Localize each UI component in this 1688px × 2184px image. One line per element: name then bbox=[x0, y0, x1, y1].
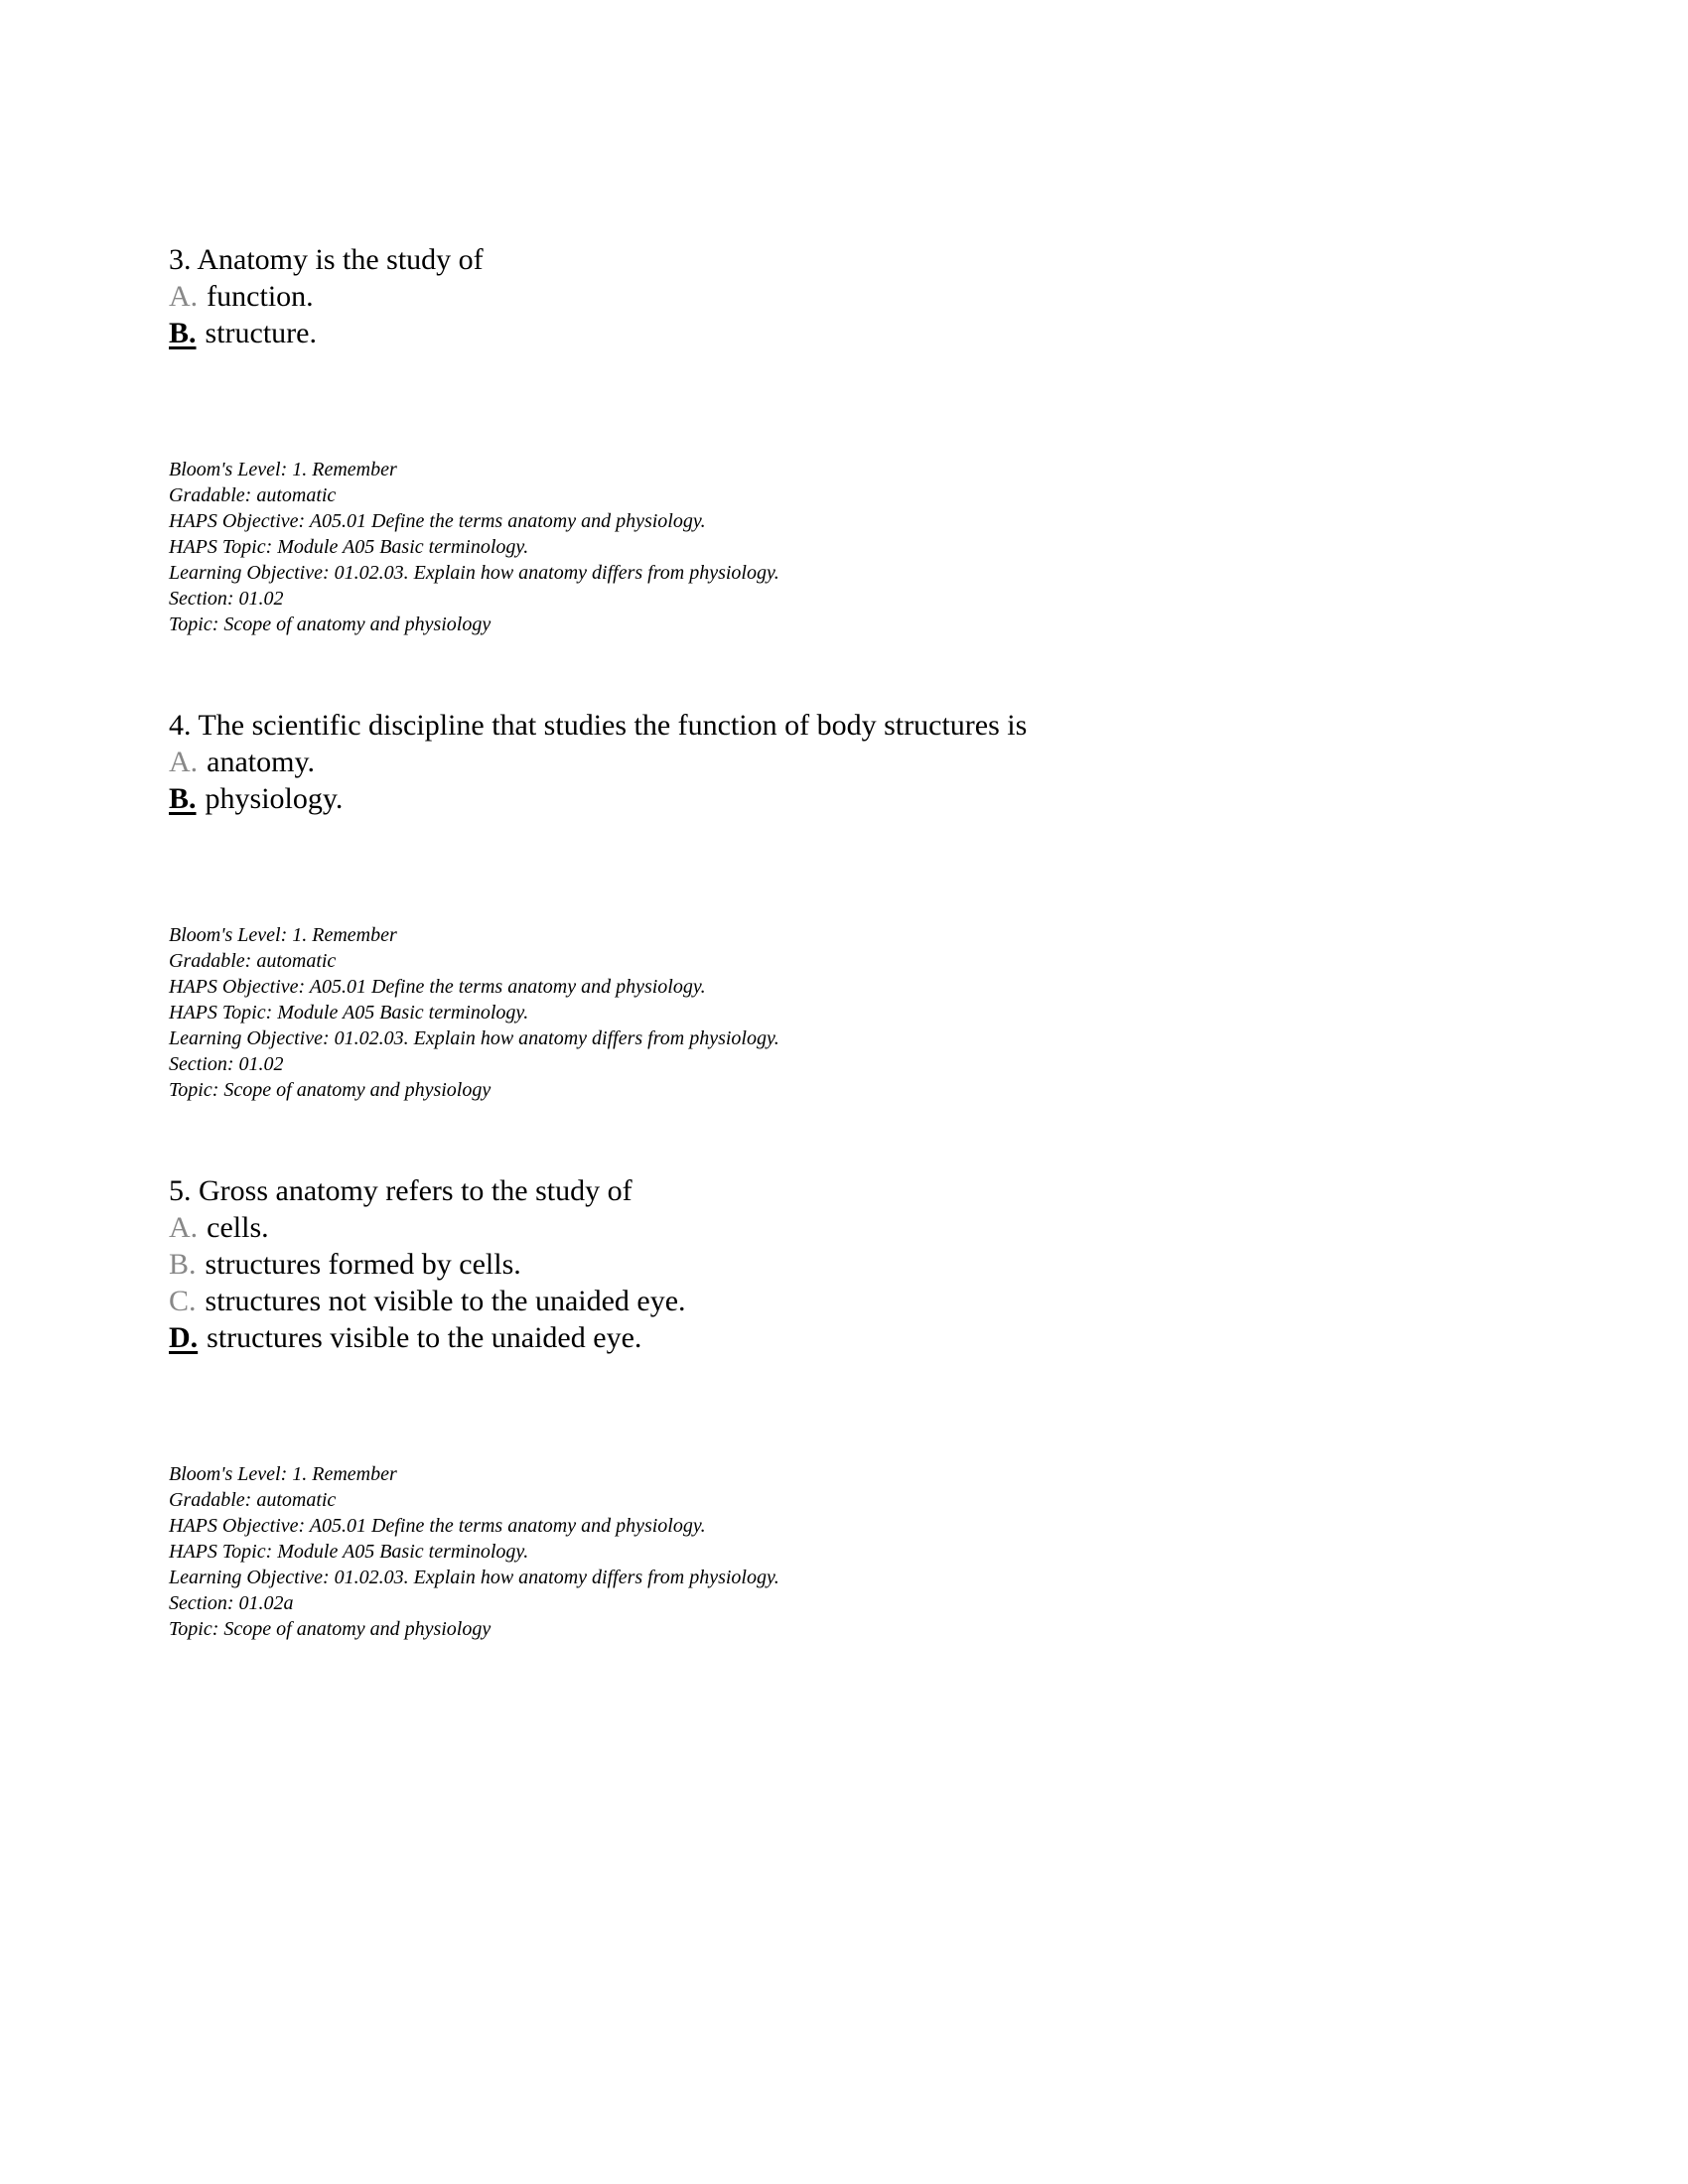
option-letter: A. bbox=[169, 746, 199, 778]
metadata-haps-objective: HAPS Objective: A05.01 Define the terms anatomy and physiology. bbox=[169, 976, 706, 998]
answer-option-a bbox=[169, 744, 1569, 780]
answer-option-b-correct bbox=[169, 315, 1569, 351]
answer-option-c bbox=[169, 1283, 1569, 1319]
question-5 bbox=[169, 1172, 1569, 1642]
option-letter: A. bbox=[169, 1211, 199, 1244]
metadata-learning-objective: Learning Objective: 01.02.03. Explain how anatomy differs from physiology. bbox=[169, 1567, 779, 1588]
metadata-topic: Topic: Scope of anatomy and physiology bbox=[169, 1618, 492, 1640]
option-text: structures not visible to the unaided eye. bbox=[205, 1285, 686, 1317]
metadata-haps-topic: HAPS Topic: Module A05 Basic terminology. bbox=[169, 1002, 529, 1024]
correct-option-letter: B. bbox=[169, 317, 197, 349]
metadata-block bbox=[169, 922, 1569, 1103]
question-text: 5. Gross anatomy refers to the study of bbox=[169, 1174, 633, 1207]
metadata-learning-objective: Learning Objective: 01.02.03. Explain how anatomy differs from physiology. bbox=[169, 562, 779, 584]
option-text: function. bbox=[207, 280, 314, 313]
metadata-blooms-level: Bloom's Level: 1. Remember bbox=[169, 459, 397, 480]
option-letter: B. bbox=[169, 1248, 197, 1281]
option-text: physiology. bbox=[205, 782, 344, 815]
option-letter: C. bbox=[169, 1285, 197, 1317]
option-text: structures formed by cells. bbox=[205, 1248, 521, 1281]
metadata-section: Section: 01.02 bbox=[169, 1053, 284, 1075]
option-text: structure. bbox=[205, 317, 317, 349]
metadata-section: Section: 01.02a bbox=[169, 1592, 294, 1614]
metadata-haps-objective: HAPS Objective: A05.01 Define the terms anatomy and physiology. bbox=[169, 510, 706, 532]
metadata-block bbox=[169, 457, 1569, 637]
metadata-gradable: Gradable: automatic bbox=[169, 950, 337, 972]
metadata-section: Section: 01.02 bbox=[169, 588, 284, 610]
correct-option-letter: B. bbox=[169, 782, 197, 815]
metadata-haps-topic: HAPS Topic: Module A05 Basic terminology. bbox=[169, 1541, 529, 1563]
metadata-learning-objective: Learning Objective: 01.02.03. Explain how anatomy differs from physiology. bbox=[169, 1027, 779, 1049]
correct-option-letter: D. bbox=[169, 1321, 199, 1354]
metadata-gradable: Gradable: automatic bbox=[169, 484, 337, 506]
metadata-blooms-level: Bloom's Level: 1. Remember bbox=[169, 1463, 397, 1485]
option-text: cells. bbox=[207, 1211, 269, 1244]
metadata-haps-topic: HAPS Topic: Module A05 Basic terminology. bbox=[169, 536, 529, 558]
metadata-gradable: Gradable: automatic bbox=[169, 1489, 337, 1511]
answer-option-d-correct bbox=[169, 1319, 1569, 1356]
metadata-haps-objective: HAPS Objective: A05.01 Define the terms anatomy and physiology. bbox=[169, 1515, 706, 1537]
option-text: anatomy. bbox=[207, 746, 316, 778]
metadata-topic: Topic: Scope of anatomy and physiology bbox=[169, 614, 492, 635]
option-letter: A. bbox=[169, 280, 199, 313]
answer-option-a bbox=[169, 1209, 1569, 1246]
answer-option-b bbox=[169, 1246, 1569, 1283]
question-4 bbox=[169, 707, 1569, 1103]
answer-option-b-correct bbox=[169, 780, 1569, 817]
question-3 bbox=[169, 241, 1569, 637]
metadata-blooms-level: Bloom's Level: 1. Remember bbox=[169, 924, 397, 946]
option-text: structures visible to the unaided eye. bbox=[207, 1321, 642, 1354]
metadata-topic: Topic: Scope of anatomy and physiology bbox=[169, 1079, 492, 1101]
question-text: 4. The scientific discipline that studies the function of body structures is bbox=[169, 709, 1028, 742]
question-text: 3. Anatomy is the study of bbox=[169, 243, 484, 276]
metadata-block bbox=[169, 1461, 1569, 1642]
answer-option-a bbox=[169, 278, 1569, 315]
